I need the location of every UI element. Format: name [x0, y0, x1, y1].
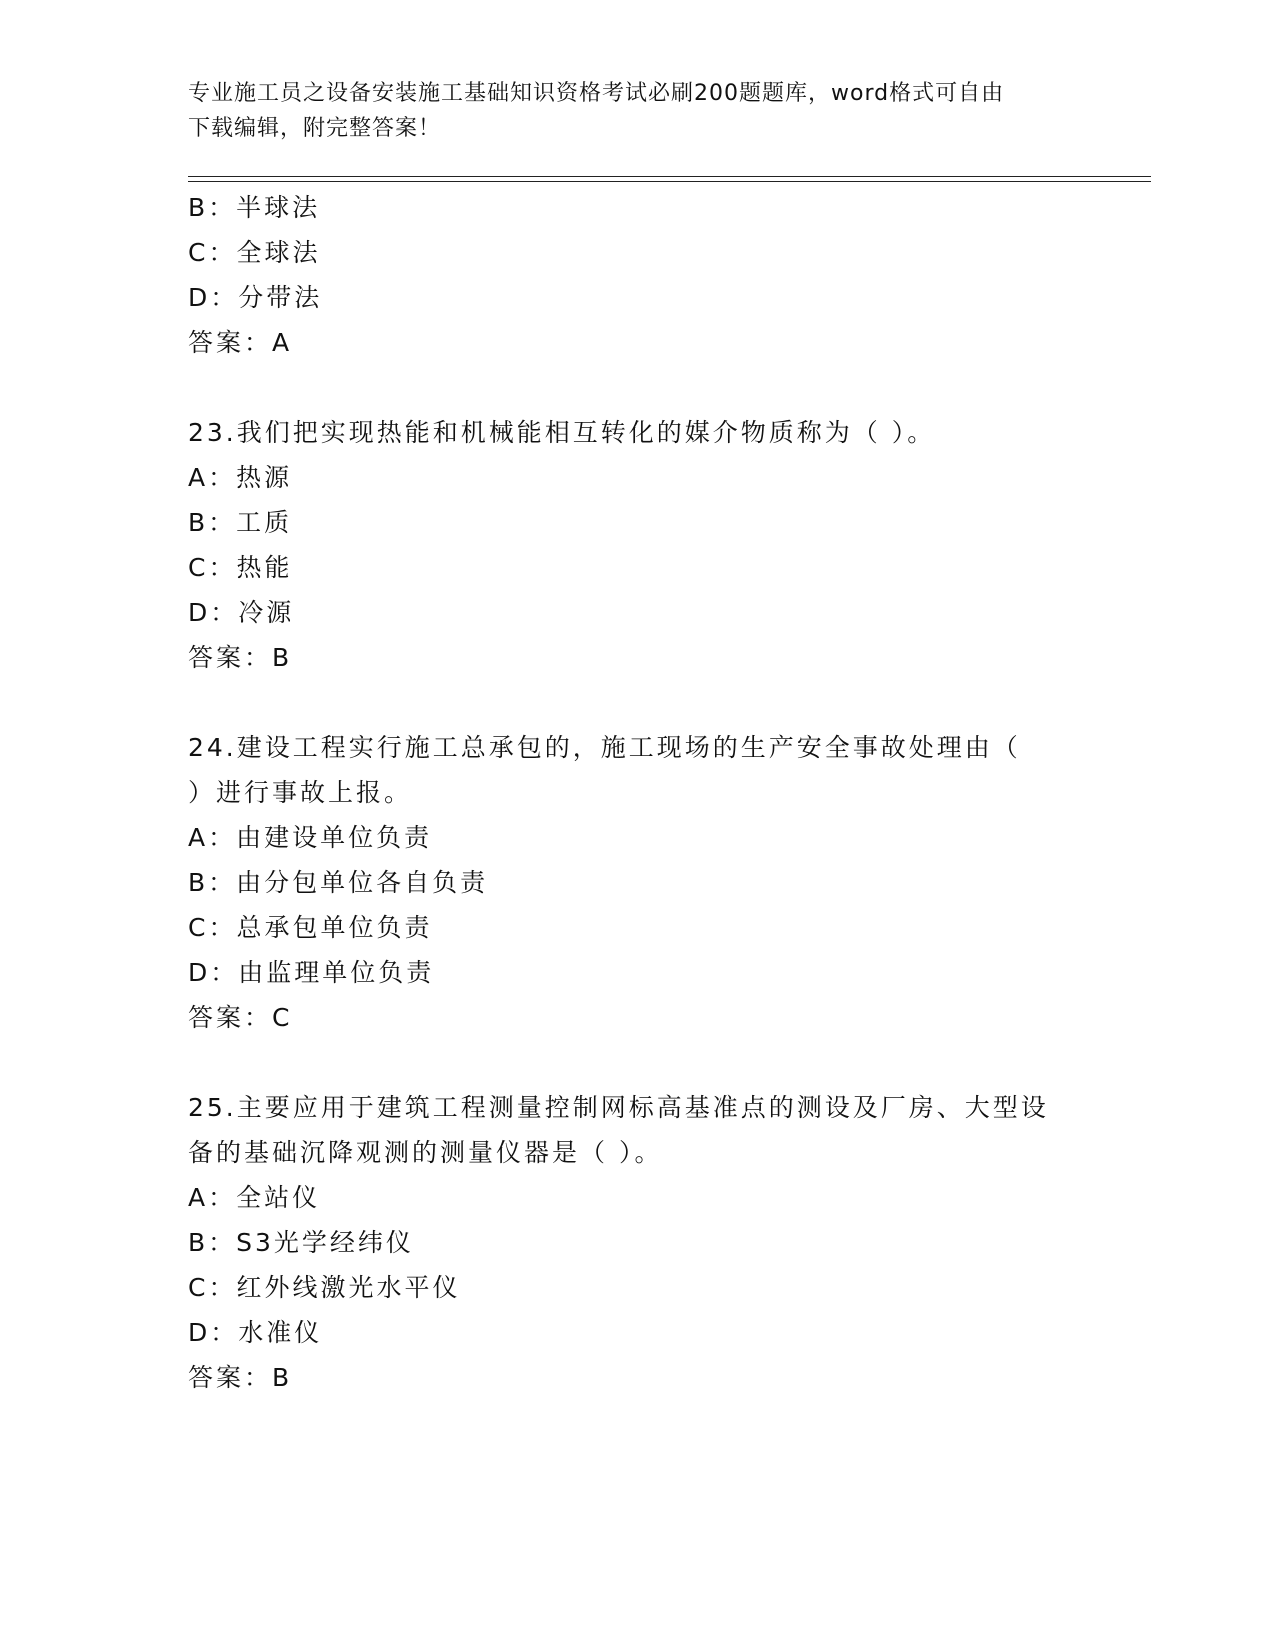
- header-rule-top: [188, 176, 1151, 177]
- question-stem: 23.我们把实现热能和机械能相互转化的媒介物质称为（ ）。: [188, 418, 936, 447]
- option-c: C：红外线激光水平仪: [188, 1273, 461, 1302]
- option-b: B：半球法: [188, 193, 321, 222]
- question-stem-continued: ）进行事故上报。: [188, 778, 413, 807]
- option-d: D：由监理单位负责: [188, 958, 435, 987]
- option-a: A：由建设单位负责: [188, 823, 433, 852]
- option-b: B：S3光学经纬仪: [188, 1228, 414, 1257]
- answer-line: 答案：B: [188, 1363, 293, 1392]
- option-b: B：工质: [188, 508, 293, 537]
- header-line-1: 专业施工员之设备安装施工基础知识资格考试必刷200题题库，word格式可自由: [188, 81, 1005, 106]
- document-header: [188, 76, 1068, 146]
- header-line-2: 下载编辑，附完整答案！: [188, 116, 442, 141]
- answer-line: 答案：A: [188, 328, 293, 357]
- answer-line: 答案：B: [188, 643, 293, 672]
- answer-line: 答案：C: [188, 1003, 293, 1032]
- option-a: A：热源: [188, 463, 293, 492]
- question-stem-continued: 备的基础沉降观测的测量仪器是（ ）。: [188, 1138, 663, 1167]
- header-rule-bottom: [188, 181, 1151, 182]
- option-c: C：总承包单位负责: [188, 913, 433, 942]
- option-d: D：冷源: [188, 598, 295, 627]
- question-stem: 24.建设工程实行施工总承包的，施工现场的生产安全事故处理由（: [188, 733, 1021, 762]
- question-stem: 25.主要应用于建筑工程测量控制网标高基准点的测设及厂房、大型设: [188, 1093, 1049, 1122]
- option-a: A：全站仪: [188, 1183, 321, 1212]
- option-c: C：全球法: [188, 238, 321, 267]
- option-d: D：分带法: [188, 283, 323, 312]
- option-d: D：水准仪: [188, 1318, 323, 1347]
- option-c: C：热能: [188, 553, 293, 582]
- option-b: B：由分包单位各自负责: [188, 868, 489, 897]
